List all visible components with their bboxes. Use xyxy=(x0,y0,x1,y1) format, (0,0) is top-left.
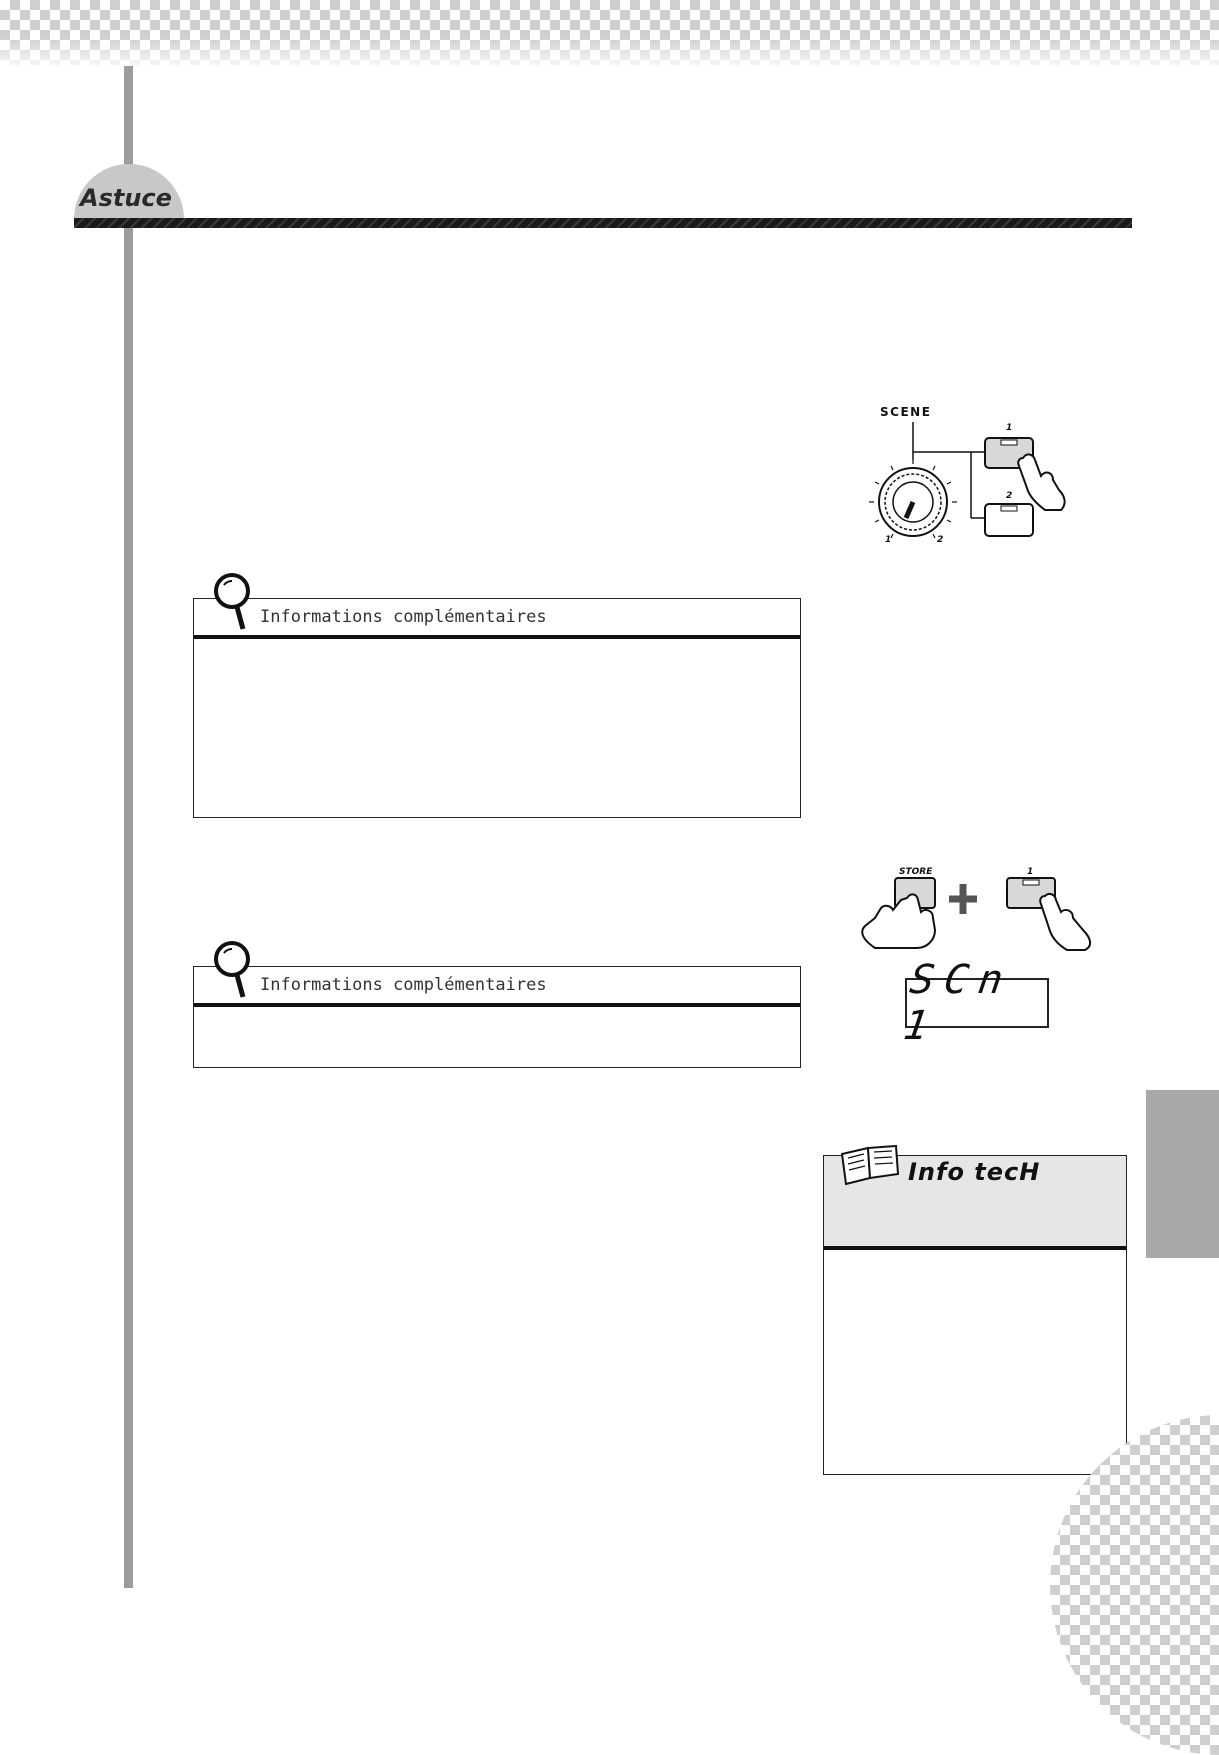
magnifier-icon xyxy=(210,571,254,635)
checker-header-pattern xyxy=(0,0,1219,66)
knob-label-2: 2 xyxy=(937,535,944,545)
info-box-1-title: Informations complémentaires xyxy=(260,607,547,627)
info-box-2 xyxy=(193,966,801,1068)
scene-title: SCENE xyxy=(880,405,932,419)
store-button-illustration xyxy=(855,860,1105,960)
info-tech-title: Info tecH xyxy=(908,1158,1041,1186)
open-book-icon xyxy=(838,1144,902,1186)
knob-label-1: 1 xyxy=(885,535,892,545)
store-label: STORE xyxy=(899,867,933,877)
lcd-display xyxy=(900,957,1049,1049)
info-tech-box xyxy=(823,1155,1127,1475)
info-box-2-title: Informations complémentaires xyxy=(260,975,547,995)
magnifier-icon xyxy=(210,939,254,1003)
button-1-label: 1 xyxy=(1027,867,1034,877)
plus-icon xyxy=(949,884,977,914)
side-chapter-tab xyxy=(1146,1090,1219,1258)
left-margin-bar xyxy=(124,66,133,1588)
astuce-label: Astuce xyxy=(80,184,172,212)
button-2-label: 2 xyxy=(1006,491,1013,501)
info-box-1-header xyxy=(194,599,800,639)
info-tech-header xyxy=(824,1156,1126,1250)
info-box-1 xyxy=(193,598,801,818)
info-box-2-header xyxy=(194,967,800,1007)
pressing-hand-icon xyxy=(1018,454,1064,510)
lcd-text: SCn 1 xyxy=(900,957,1016,1049)
scene-control-illustration xyxy=(855,400,1095,550)
astuce-rule xyxy=(74,218,1132,228)
pressing-hand-icon xyxy=(1040,894,1090,950)
button-1-label: 1 xyxy=(1006,423,1013,433)
